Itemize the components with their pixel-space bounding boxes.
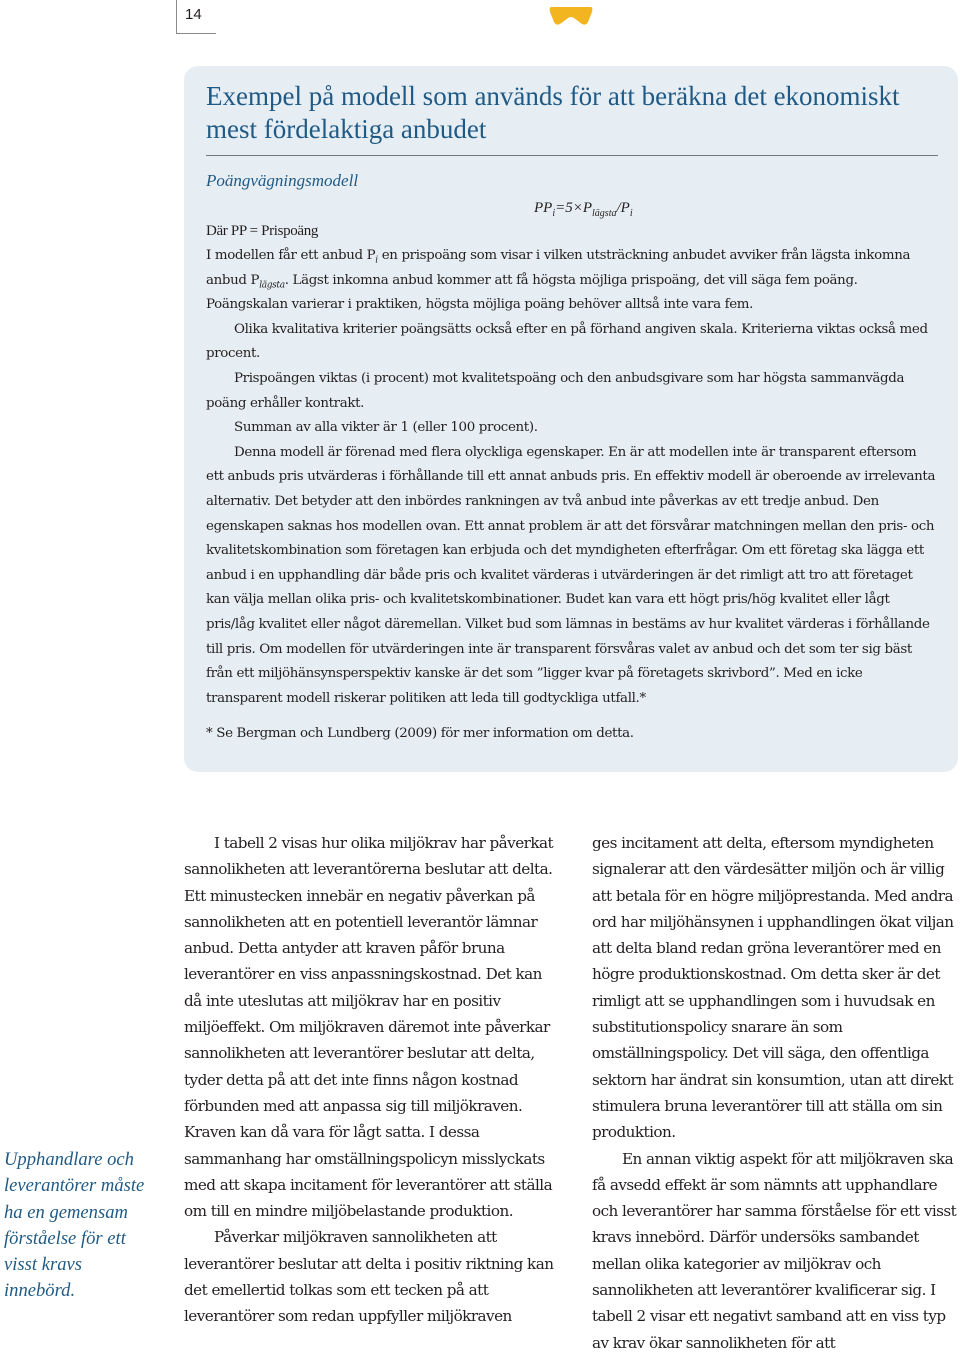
formula-rhs: /P <box>616 200 630 216</box>
body-column-right <box>592 830 960 1356</box>
model-description <box>206 244 936 711</box>
formula-lhs-sub: i <box>552 208 556 219</box>
desc-part-1: I modellen får ett anbud P <box>206 248 376 263</box>
box-paragraph: Olika kvalitativa kriterier poängsätts också efter en på förhand angiven skala. Kriterierna viktas också med procent. <box>206 321 928 362</box>
footnote: * Se Bergman och Lundberg (2009) för mer information om detta. <box>206 726 634 741</box>
body-column-left <box>184 830 554 1330</box>
body-paragraph: ges incitament att delta, eftersom myndigheten signalerar att den värdesätter miljön och är villig att betala för en högre miljöprestanda. Med andra ord har miljöhänsynen i upphandlingen ökat viljan att delta bland redan gröna leverantörer med en högre produktionskostnad. Om detta sker är det rimligt att se upphandlingen som i huvudsak en substitutionspolicy snarare än som omställningspolicy. Det vill säga, den offentliga sektorn har ändrat sin konsumtion, utan att direkt stimulera bruna leverantörer till att ställa om sin produktion. <box>592 834 954 1142</box>
formula-lhs: PP <box>534 200 553 216</box>
box-title: Exempel på modell som används för att beräkna det ekonomiskt mest fördelaktiga anbudet <box>206 81 900 144</box>
desc-part-2: en prispoäng som visar i vilken utsträckning anbudet avviker från lägsta inkomna anbud P <box>206 248 911 288</box>
logo-icon <box>548 4 594 28</box>
formula-mid: =5×P <box>555 200 593 216</box>
formula-rhs-sub: i <box>629 208 633 219</box>
box-paragraph: Summan av alla vikter är 1 (eller 100 procent). <box>234 420 538 436</box>
title-divider <box>206 155 938 156</box>
formula <box>534 200 633 219</box>
formula-definition: Där PP = Prispoäng <box>206 223 319 239</box>
body-paragraph: En annan viktig aspekt för att miljökraven ska få avsedd effekt är som nämnts att upphandlare och leverantörer har samma förståelse för ett visst kravs innebörd. Därför undersöks sambandet mellan olika kategorier av miljökrav och sannolikheten att leverantörer kvalificerar sig. I tabell 2 visar ett negativt samband att en viss typ av krav ökar sannolikheten för att <box>592 1149 957 1352</box>
desc-sub-2: lägsta <box>259 280 285 291</box>
body-paragraph: Påverkar miljökraven sannolikheten att leverantörer beslutar att delta i positiv riktning kan det emellertid tolkas som ett tecken på att leverantörer som redan uppfyller miljökraven <box>184 1228 554 1326</box>
desc-part-3: . Lägst inkomna anbud kommer att få högsta möjliga prispoäng, det vill säga fem poäng. Poängskalan varierar i praktiken, högsta möjliga poäng behöver alltså inte vara fem. <box>206 272 858 313</box>
body-paragraph: I tabell 2 visas hur olika miljökrav har påverkat sannolikheten att leverantörerna beslutar att delta. Ett minustecken innebär en negativ påverkan på sannolikheten att en potentiell leverantör lämnar anbud. Detta antyder att kraven påför bruna leverantörer en viss anpassningskostnad. Det kan då inte uteslutas att miljökrav har en positiv miljöeffekt. Om miljökraven däremot inte påverkar sannolikheten att leverantörer beslutar att delta, tyder detta på att det inte finns någon kostnad förbunden med att anpassa sig till miljökraven. Kraven kan då vara för lågt satta. I dessa sammanhang har omställningspolicyn misslyckats med att skapa incitament för leverantörer att ställa om till en mindre miljöbelastande produktion. <box>184 834 554 1221</box>
sidebar-quote: Upphandlare och leverantörer måste ha en gemensam förståelse för ett visst kravs innebörd. <box>4 1149 145 1302</box>
desc-sub-1: i <box>375 255 378 266</box>
box-paragraph: Prispoängen viktas (i procent) mot kvalitetspoäng och den anbudsgivare som har högsta sammanvägda poäng erhåller kontrakt. <box>206 370 905 411</box>
page-number: 14 <box>176 0 216 34</box>
box-paragraph: Denna modell är förenad med flera olyckliga egenskaper. En är att modellen inte är transparent eftersom ett anbuds pris utvärderas i förhållande till ett annat anbuds pris. En effektiv modell är oberoende av irrelevanta alternativ. Det betyder att den inbördes rankningen av två anbud inte påverkas av ett tredje anbud. Den egenskapen saknas hos modellen ovan. Ett annat problem är att det försvårar matchningen mellan den pris- och kvalitetskombination som företagen kan erbjuda och det myndigheten efterfrågar. Om ett företag ska lägga ett anbud i en upphandling där både pris och kvalitet värderas i utvärderingen är det rimligt att tro att företaget kan välja mellan olika pris- och kvalitetskombinationer. Budet kan vara ett högt pris/hög kvalitet eller lågt pris/låg kvalitet eller något däremellan. Vilket bud som lämnas in bestäms av hur kvalitet värderas i förhållande till pris. Om modellen för utvärderingen inte är transparent försvåras valet av anbud och det som ter sig bäst från ett miljöhänsynsperspektiv kanske är det som ”ligger kvar på företagets skrivbord”. Med en icke transparent modell riskerar politiken att leda till godtyckliga utfall.* <box>206 444 936 706</box>
model-name: Poängvägningsmodell <box>206 171 359 190</box>
formula-mid-sub: lägsta <box>592 208 617 219</box>
